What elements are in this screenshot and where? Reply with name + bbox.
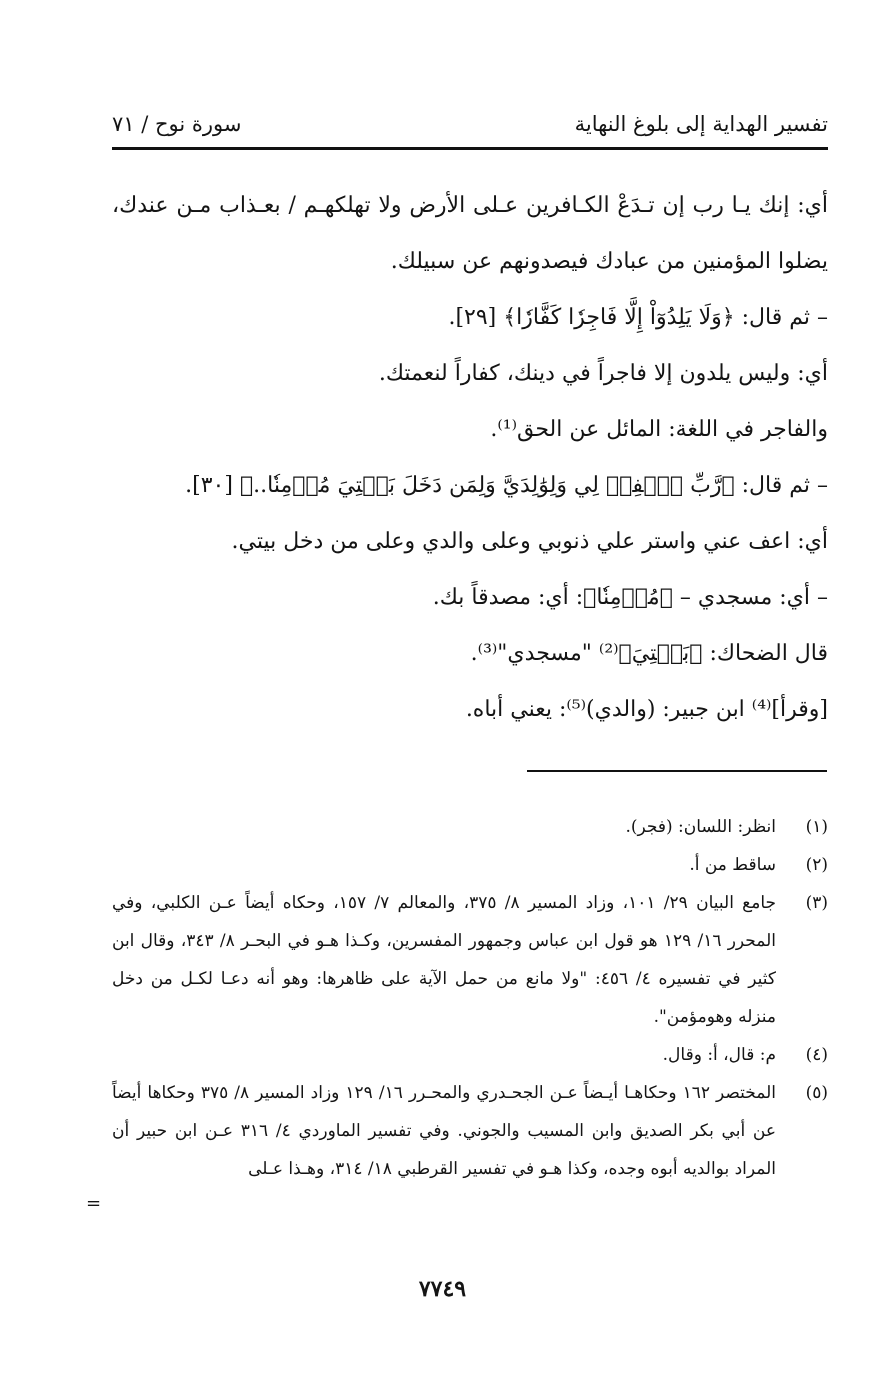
footnote-text: ساقط من أ. — [689, 855, 776, 875]
footnote — [112, 846, 828, 884]
surah-reference: سورة نوح / ٧١ — [112, 112, 242, 136]
main-text — [112, 178, 828, 738]
footnote-number: (٣) — [805, 893, 828, 913]
footnote-number: (٥) — [805, 1083, 828, 1103]
paragraph: أي: وليس يلدون إلا فاجراً في دينك، كفاراً لنعمتك. — [378, 361, 828, 386]
running-header — [112, 112, 828, 136]
footnote — [112, 884, 828, 1036]
footnotes — [112, 808, 828, 1188]
paragraph: أي: اعف عني واستر علي ذنوبي وعلى والدي وعلى من دخل بيتي. — [231, 529, 828, 554]
continuation-mark: = — [86, 1193, 102, 1214]
book-title: تفسير الهداية إلى بلوغ النهاية — [574, 112, 828, 136]
paragraph: والفاجر في اللغة: المائل عن الحق⁽¹⁾. — [490, 417, 828, 442]
paragraph: – أي: مسجدي – ﴿مُؤۡمِنٗا﴾: أي: مصدقاً بك. — [432, 585, 828, 610]
paragraph: قال الضحاك: ﴿بَيۡتِيَ﴾⁽²⁾ "مسجدي"⁽³⁾. — [470, 641, 828, 666]
footnote-text: المختصر ١٦٢ وحكاهـا أيـضاً عـن الجحـدري والمحـرر ١٦/ ١٢٩ وزاد المسير ٨/ ٣٧٥ وحكاها أيضاً عن أبي بكر الصديق وابن المسيب والجوني. وفي تفسير الماوردي ٤/ ٣١٦ عـن ابن حبير أن المراد بوالديه أبوه وجده، وكذا هـو في تفسير القرطبي ١٨/ ٣١٤، وهـذا عـلى — [112, 1083, 776, 1179]
footnote-text: م: قال، أ: وقال. — [662, 1045, 776, 1065]
footnote — [112, 808, 828, 846]
footnote — [112, 1036, 828, 1074]
footnote-separator — [527, 770, 827, 772]
quran-verse-line: – ثم قال: ﴿رَّبِّ ٱغۡفِرۡ لِي وَلِوَٰلِدَيَّ وَلِمَن دَخَلَ بَيۡتِيَ مُؤۡمِنٗا..﴾ [٣٠]. — [185, 473, 828, 498]
footnote-text: انظر: اللسان: (فجر). — [625, 817, 776, 837]
footnote-number: (٤) — [805, 1045, 828, 1065]
paragraph: أي: إنك يـا رب إن تـدَعْ الكـافرين عـلى الأرض ولا تهلكهـم / بعـذاب مـن عندك، يضلوا المؤمنين من عبادك فيصدونهم عن سبيلك. — [112, 193, 828, 274]
footnote-number: (٢) — [805, 855, 828, 875]
footnote-number: (١) — [805, 817, 828, 837]
page-number: ٧٧٤٩ — [418, 1276, 467, 1302]
quran-verse-line: – ثم قال: ﴿وَلَا يَلِدُوٓاْ إِلَّا فَاجِرٗا كَفَّارٗا﴾ [٢٩]. — [448, 305, 828, 330]
footnote — [112, 1074, 828, 1188]
header-rule — [112, 147, 828, 150]
footnote-text: جامع البيان ٢٩/ ١٠١، وزاد المسير ٨/ ٣٧٥، والمعالم ٧/ ١٥٧، وحكاه أيضاً عـن الكلبي، وفي المحرر ١٦/ ١٢٩ هو قول ابن عباس وجمهور المفسرين، وكـذا هـو في البحـر ٨/ ٣٤٣، وقال ابن كثير في تفسيره ٤/ ٤٥٦: "ولا مانع من حمل الآية على ظاهرها: وهو أنه دعـا لكـل من دخل منزله وهومؤمن". — [112, 893, 777, 1027]
paragraph: [وقرأ]⁽⁴⁾ ابن جبير: (والدي)⁽⁵⁾: يعني أباه. — [465, 697, 828, 722]
